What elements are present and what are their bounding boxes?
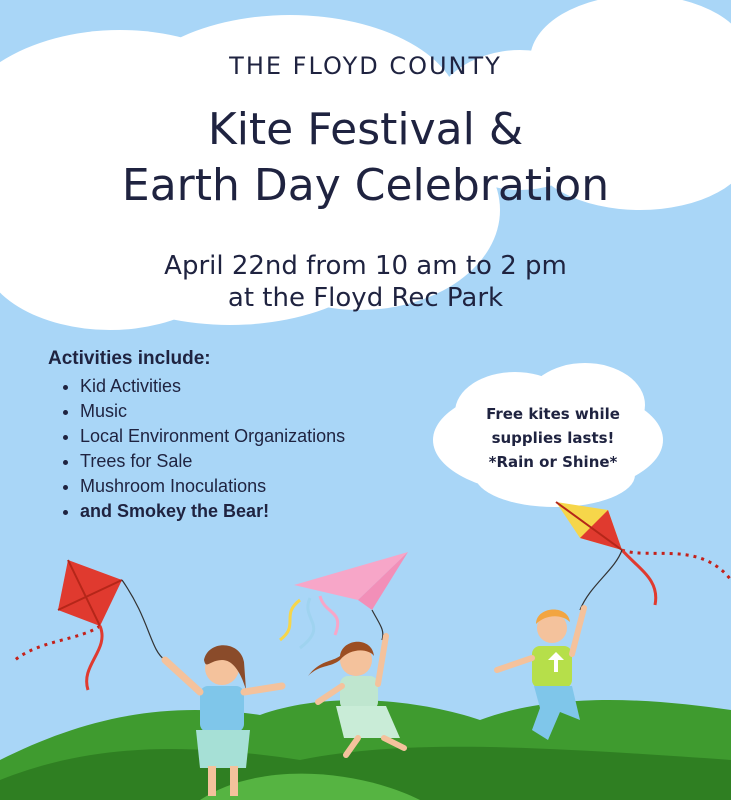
activity-item: • and Smokey the Bear! [80, 499, 345, 524]
activity-item: • Local Environment Organizations [80, 424, 345, 449]
bubble-line2: supplies lasts! [491, 429, 615, 447]
event-title-line1: Kite Festival & [207, 104, 524, 155]
event-location: at the Floyd Rec Park [227, 283, 504, 313]
activity-item: • Trees for Sale [80, 449, 345, 474]
yellow-kite [556, 502, 731, 610]
event-date-time: April 22nd from 10 am to 2 pm [164, 251, 567, 281]
activity-item: • Kid Activities [80, 374, 345, 399]
free-kites-bubble [445, 402, 661, 474]
event-details [0, 250, 731, 314]
event-kicker: THE FLOYD COUNTY [229, 52, 502, 80]
event-title-line2: Earth Day Celebration [121, 160, 610, 211]
pink-kite [280, 552, 408, 648]
activities-heading: Activities include: [48, 348, 211, 369]
activity-item: • Music [80, 399, 345, 424]
activities-section [48, 348, 345, 524]
bubble-line1: Free kites while [486, 405, 620, 423]
activities-list [48, 374, 345, 524]
activity-item: • Mushroom Inoculations [80, 474, 345, 499]
red-kite [15, 560, 165, 690]
bubble-line3: *Rain or Shine* [488, 453, 618, 471]
event-title [0, 102, 731, 214]
